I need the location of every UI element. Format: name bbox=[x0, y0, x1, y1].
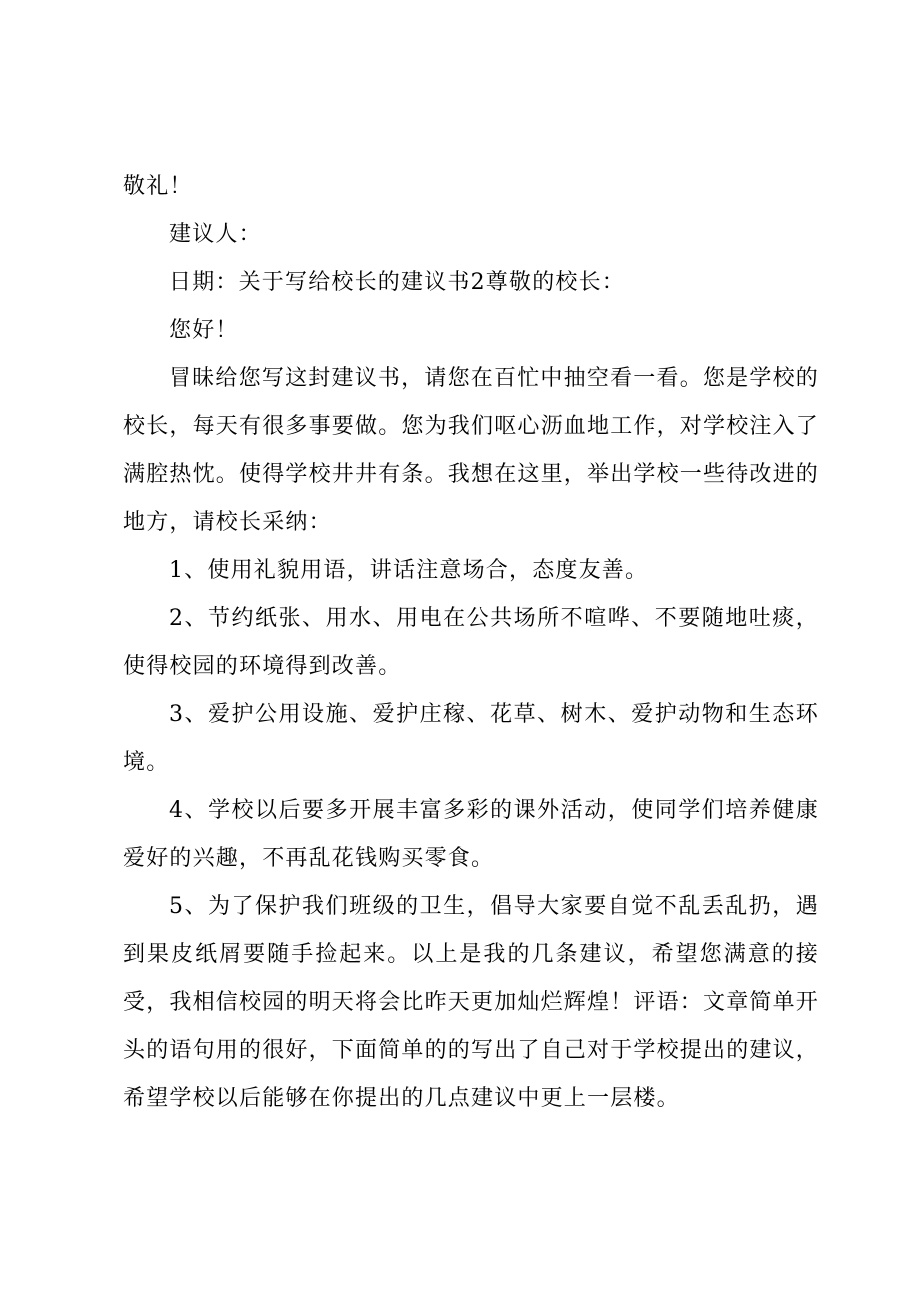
suggestion-item-1: 1、使用礼貌用语，讲话注意场合，态度友善。 bbox=[169, 558, 649, 583]
suggestion-item-5: 5、为了保护我们班级的卫生，倡导大家要自觉不乱丢乱扔，遇到果皮纸屑要随手捡起来。以上是我的几条建议，希望您满意的接受，我相信校园的明天将会比昨天更加灿烂辉煌！评语：文章简单开头的语句用的很好，下面简单的的写出了自己对于学校提出的建议，希望学校以后能够在你提出的几点建议中更上一层楼。 bbox=[123, 894, 820, 1111]
document-body bbox=[123, 163, 819, 1123]
suggestion-item-3: 3、爱护公用设施、爱护庄稼、花草、树木、爱护动物和生态环境。 bbox=[123, 702, 819, 775]
suggestion-item-2: 2、节约纸张、用水、用电在公共场所不喧哗、不要随地吐痰，使得校园的环境得到改善。 bbox=[123, 606, 819, 679]
greeting-line: 您好！ bbox=[169, 318, 239, 343]
date-title-line: 日期：关于写给校长的建议书2尊敬的校长： bbox=[169, 270, 625, 295]
suggestion-item-4: 4、学校以后要多开展丰富多彩的课外活动，使同学们培养健康爱好的兴趣，不再乱花钱购买零食。 bbox=[123, 798, 819, 871]
proposer-line: 建议人： bbox=[169, 222, 262, 247]
closing-salutation: 敬礼！ bbox=[123, 174, 193, 199]
intro-paragraph: 冒昧给您写这封建议书，请您在百忙中抽空看一看。您是学校的校长，每天有很多事要做。您为我们呕心沥血地工作，对学校注入了满腔热忱。使得学校井井有条。我想在这里，举出学校一些待改进的地方，请校长采纳： bbox=[123, 366, 820, 535]
